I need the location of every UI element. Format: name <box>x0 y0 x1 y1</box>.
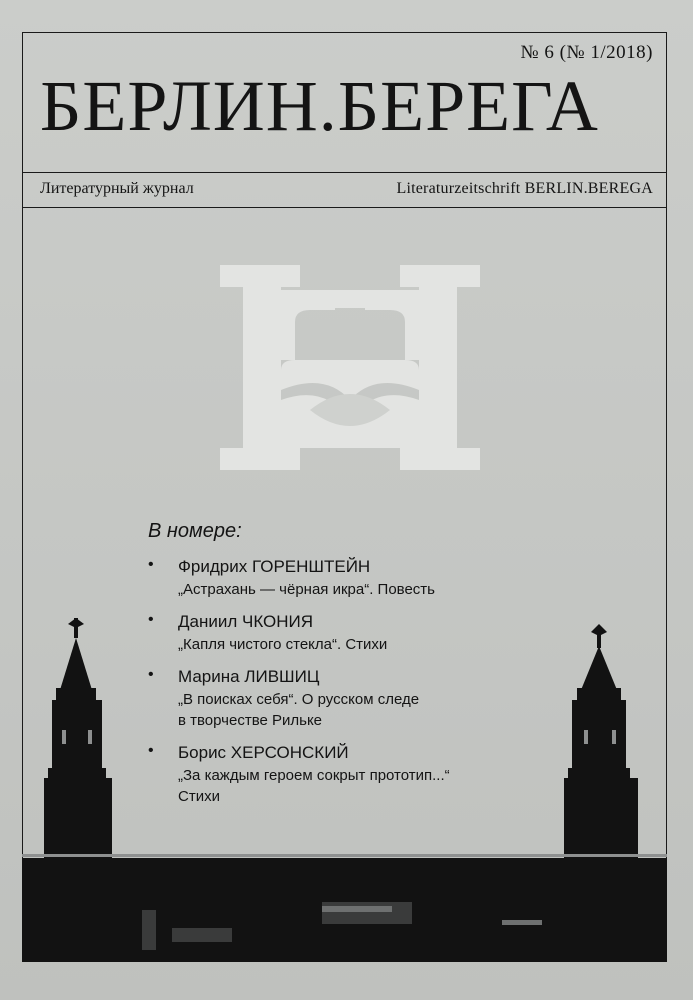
author-name: Даниил ЧКОНИЯ <box>178 612 314 631</box>
work-title-continued: Стихи <box>178 788 220 805</box>
issue-number: № 6 (№ 1/2018) <box>520 42 653 63</box>
bb-monogram-icon <box>215 260 485 475</box>
subtitle-german: Literaturzeitschrift BERLIN.BEREGA <box>396 180 653 197</box>
bullet: • <box>148 556 154 573</box>
subtitle-russian: Литературный журнал <box>40 180 194 197</box>
work-title-continued: в творчестве Рильке <box>178 712 323 729</box>
author-name: Фридрих ГОРЕНШТЕЙН <box>178 557 371 576</box>
work-title: „Астрахань — чёрная икра“. Повесть <box>178 581 435 598</box>
work-title: „В поисках себя“. О русском следе <box>178 691 420 708</box>
header-divider <box>22 172 667 173</box>
magazine-title: БЕРЛИН.БЕРЕГА <box>40 66 599 146</box>
bullet: • <box>148 666 154 683</box>
bullet: • <box>148 611 154 628</box>
author-name: Борис ХЕРСОНСКИЙ <box>178 743 349 762</box>
list-item <box>148 555 548 600</box>
subtitle-divider <box>22 207 667 208</box>
work-title: „Капля чистого стекла“. Стихи <box>178 636 388 653</box>
oberbaum-bridge-silhouette <box>22 610 667 962</box>
bullet: • <box>148 742 154 759</box>
author-name: Марина ЛИВШИЦ <box>178 667 320 686</box>
work-title: „За каждым героем сокрыт прототип...“ <box>178 767 450 784</box>
contents-heading: В номере: <box>148 520 242 542</box>
